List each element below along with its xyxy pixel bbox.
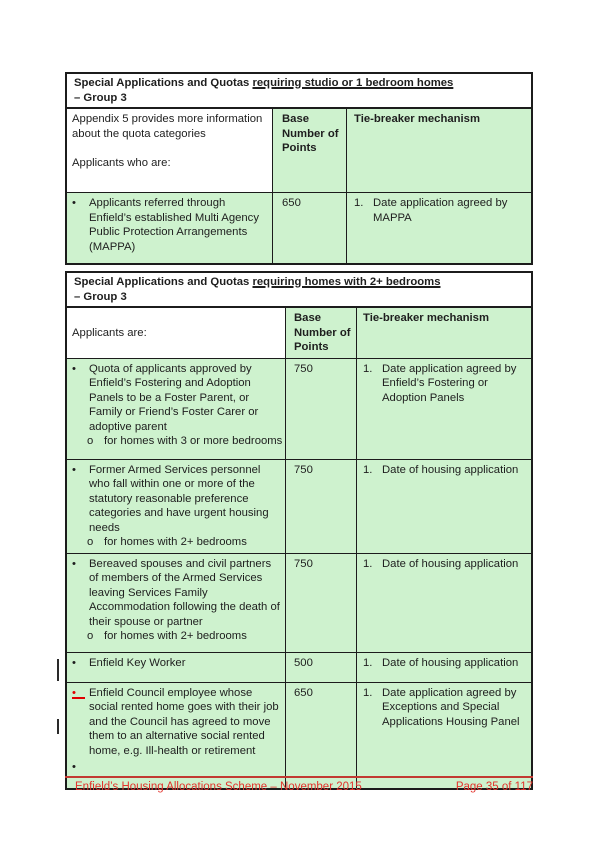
tiebreaker-text: Date application agreed by MAPPA (373, 197, 508, 224)
tiebreaker-text: Date of housing application (382, 557, 519, 570)
table2-row1-tiebreaker (357, 359, 531, 459)
footer-page-number: Page 35 of 117 (455, 781, 533, 793)
tiebreaker-text: Date application agreed by Enfield’s Fostering or Adoption Panels (382, 362, 517, 404)
table2-row1-points: 750 (286, 359, 357, 459)
sub-bullet-icon: o (87, 536, 94, 548)
table2-title-underlined: requiring homes with 2+ bedrooms (252, 276, 441, 288)
table1-header-col1 (67, 109, 273, 192)
table2-row2-points: 750 (286, 460, 357, 553)
table-group3-2plus-bedrooms (65, 271, 533, 790)
table1-header-applicants-label: Applicants who are: (72, 156, 171, 169)
table2-title-normal: Special Applications and Quotas (74, 276, 253, 288)
table2-title (67, 273, 531, 308)
table-row (67, 683, 531, 788)
change-bar (57, 719, 59, 734)
criteria-text: Bereaved spouses and civil partners of members of the Armed Services leaving Services Family Accommodation following the death of their spouse or partner (89, 557, 280, 628)
table1-header-appendix-note: Appendix 5 provides more information about the quota categories (72, 113, 263, 140)
list-number: 1. (354, 197, 364, 209)
revision-bullet-icon: • (72, 686, 85, 699)
bullet-icon: • (72, 656, 76, 669)
criteria-text: Former Armed Services personnel who fall within one or more of the statutory reasonable preference categories and have urgent housing needs (89, 463, 269, 534)
bullet-icon: • (72, 362, 76, 375)
bullet-icon: • (72, 557, 76, 570)
page-footer (65, 780, 533, 795)
table2-row3-criteria (67, 554, 286, 652)
tiebreaker-text: Date of housing application (382, 656, 519, 669)
table2-title-line2: – Group 3 (74, 290, 127, 303)
table1-title-underlined: requiring studio or 1 bedroom homes (252, 77, 454, 89)
criteria-subtext: for homes with 2+ bedrooms (104, 630, 247, 642)
footer-rule (65, 776, 533, 778)
list-number: 1. (363, 463, 373, 476)
tiebreaker-text: Date application agreed by Exceptions and Special Applications Housing Panel (382, 686, 520, 728)
table2-row3-points: 750 (286, 554, 357, 652)
table-row (67, 193, 531, 263)
table1-header-row (67, 109, 531, 193)
list-number: 1. (363, 557, 373, 570)
list-number: 1. (363, 656, 373, 669)
table-group3-studio-1bed (65, 72, 533, 265)
bullet-icon: • (72, 463, 76, 476)
table1-title-line2: – Group 3 (74, 91, 127, 104)
sub-bullet-icon: o (87, 435, 94, 447)
table2-row1-criteria (67, 359, 286, 459)
table1-row1-criteria (67, 193, 273, 263)
footer-document-title: Enfield’s Housing Allocations Scheme – November 2015 (75, 781, 362, 793)
bullet-icon: • (72, 197, 76, 209)
tiebreaker-text: Date of housing application (382, 463, 519, 476)
table-row (67, 554, 531, 653)
table2-row4-criteria (67, 653, 286, 682)
table2-row2-tiebreaker (357, 460, 531, 553)
table2-row5-tiebreaker (357, 683, 531, 788)
table1-row1-points: 650 (273, 193, 347, 263)
criteria-subtext: for homes with 2+ bedrooms (104, 536, 247, 548)
table1-header-points: Base Number of Points (273, 109, 347, 192)
table1-title-normal: Special Applications and Quotas (74, 77, 253, 89)
table1-row1-tiebreaker (347, 193, 531, 263)
table2-header-row (67, 308, 531, 359)
list-number: 1. (363, 362, 373, 375)
criteria-text: Quota of applicants approved by Enfield’s Fostering and Adoption Panels to be a Foster Parent, or Family or Friend’s Foster Carer or adoptive parent (89, 362, 259, 433)
table2-row5-points: 650 (286, 683, 357, 788)
table2-row3-tiebreaker (357, 554, 531, 652)
criteria-text: Applicants referred through Enfield’s established Multi Agency Public Protection Arrangements (MAPPA) (89, 197, 259, 253)
table2-header-col1: Applicants are: (67, 308, 286, 358)
criteria-text: Enfield Council employee whose social rented home goes with their job and the Council has agreed to move them to an alternative social rented home, e.g. Ill-health or retirement (89, 686, 279, 757)
table-row (67, 653, 531, 683)
criteria-subtext: for homes with 3 or more bedrooms (104, 435, 283, 447)
criteria-text: Enfield Key Worker (89, 656, 186, 669)
table2-row4-points: 500 (286, 653, 357, 682)
table-row (67, 460, 531, 554)
change-bar (57, 659, 59, 681)
table-row (67, 359, 531, 460)
table2-header-points: Base Number of Points (286, 308, 357, 358)
sub-bullet-icon: o (87, 630, 94, 642)
table1-header-tiebreaker: Tie-breaker mechanism (347, 109, 531, 192)
table1-title (67, 74, 531, 109)
table2-row5-criteria (67, 683, 286, 788)
empty-bullet-icon: • (72, 761, 76, 773)
table2-header-tiebreaker: Tie-breaker mechanism (357, 308, 531, 358)
table2-row2-criteria (67, 460, 286, 553)
list-number: 1. (363, 686, 373, 699)
table2-row4-tiebreaker (357, 653, 531, 682)
